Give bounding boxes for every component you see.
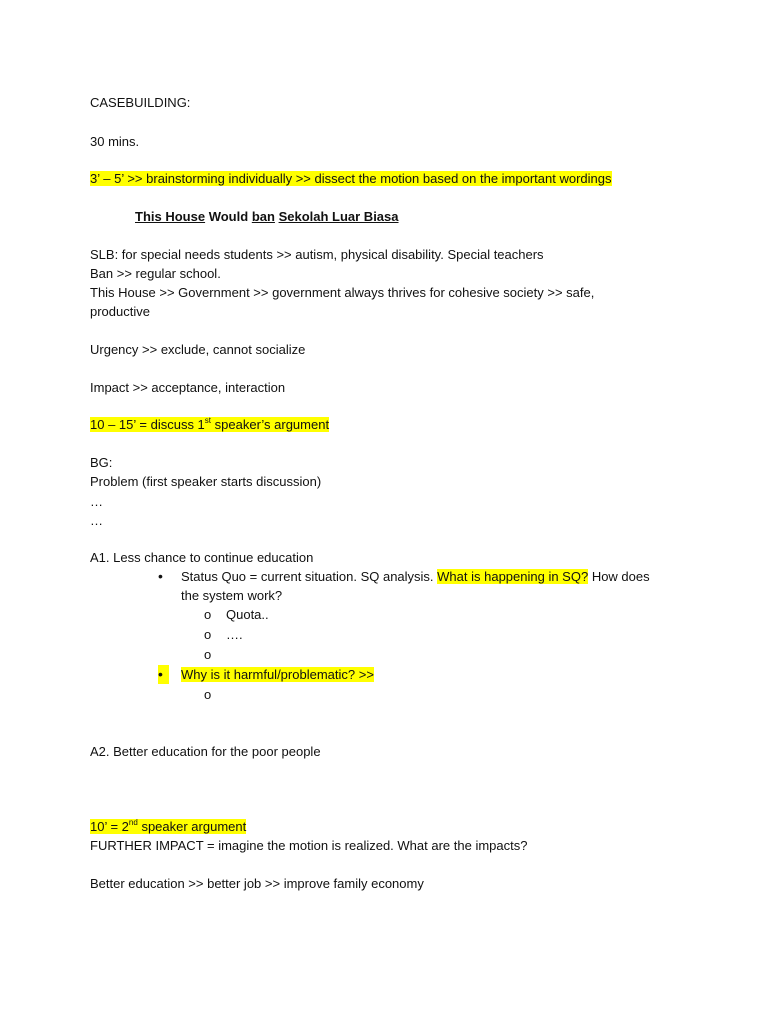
a1-bullet2 <box>181 665 374 684</box>
note-line: This House >> Government >> government always thrives for cohesive society >> safe, <box>90 285 595 300</box>
step3-post: speaker argument <box>137 819 247 834</box>
heading: CASEBUILDING: <box>90 95 191 110</box>
circle-bullet-icon: o <box>204 627 212 642</box>
step2-sup: st <box>204 415 212 425</box>
step3-line <box>90 817 246 836</box>
duration: 30 mins. <box>90 134 140 149</box>
bullet-icon: • <box>158 665 169 684</box>
step3-sup: nd <box>128 817 138 827</box>
step2-line <box>90 415 329 434</box>
step2-post: speaker’s argument <box>211 417 330 432</box>
note-line: SLB: for special needs students >> autism, physical disability. Special teachers <box>90 247 544 262</box>
motion-ban: ban <box>251 209 275 224</box>
a1-bullet1 <box>181 567 650 586</box>
a1-bullet2-highlight: Why is it harmful/problematic? >> <box>181 667 374 682</box>
a1-bullet1-line2: the system work? <box>181 588 283 603</box>
chain-line: Better education >> better job >> improve family economy <box>90 876 424 891</box>
circle-bullet-icon: o <box>204 687 212 702</box>
motion-this-house: This House <box>135 209 206 224</box>
motion-title <box>135 207 399 226</box>
a2-line: A2. Better education for the poor people <box>90 744 321 759</box>
sub-item: Quota.. <box>226 607 269 622</box>
motion-slb: Sekolah Luar Biasa <box>278 209 399 224</box>
further-impact-line: FURTHER IMPACT = imagine the motion is realized. What are the impacts? <box>90 838 528 853</box>
circle-bullet-icon: o <box>204 607 212 622</box>
step3-pre: 10’ = 2 <box>90 819 129 834</box>
a1-bullet1-post: How does <box>588 569 650 584</box>
bullet-icon: • <box>158 568 163 584</box>
sub-item: …. <box>226 627 243 642</box>
step2-highlight <box>90 417 329 432</box>
a1-bullet1-highlight: What is happening in SQ? <box>437 569 589 584</box>
note-line: Ban >> regular school. <box>90 266 221 281</box>
motion-would: Would <box>208 209 249 224</box>
bg-label: BG: <box>90 455 113 470</box>
step1-line <box>90 169 612 188</box>
note-line: productive <box>90 304 150 319</box>
impact-line: Impact >> acceptance, interaction <box>90 380 286 395</box>
a1-bullet1-pre: Status Quo = current situation. SQ analysis. <box>181 569 438 584</box>
step1-highlight: 3’ – 5’ >> brainstorming individually >> dissect the motion based on the important wordings <box>90 171 612 186</box>
urgency-line: Urgency >> exclude, cannot socialize <box>90 342 306 357</box>
a1-line: A1. Less chance to continue education <box>90 550 314 565</box>
step3-highlight <box>90 819 246 834</box>
step2-pre: 10 – 15’ = discuss 1 <box>90 417 205 432</box>
ellipsis-line: … <box>90 494 103 509</box>
problem-line: Problem (first speaker starts discussion) <box>90 474 322 489</box>
ellipsis-line: … <box>90 513 103 528</box>
circle-bullet-icon: o <box>204 647 212 662</box>
